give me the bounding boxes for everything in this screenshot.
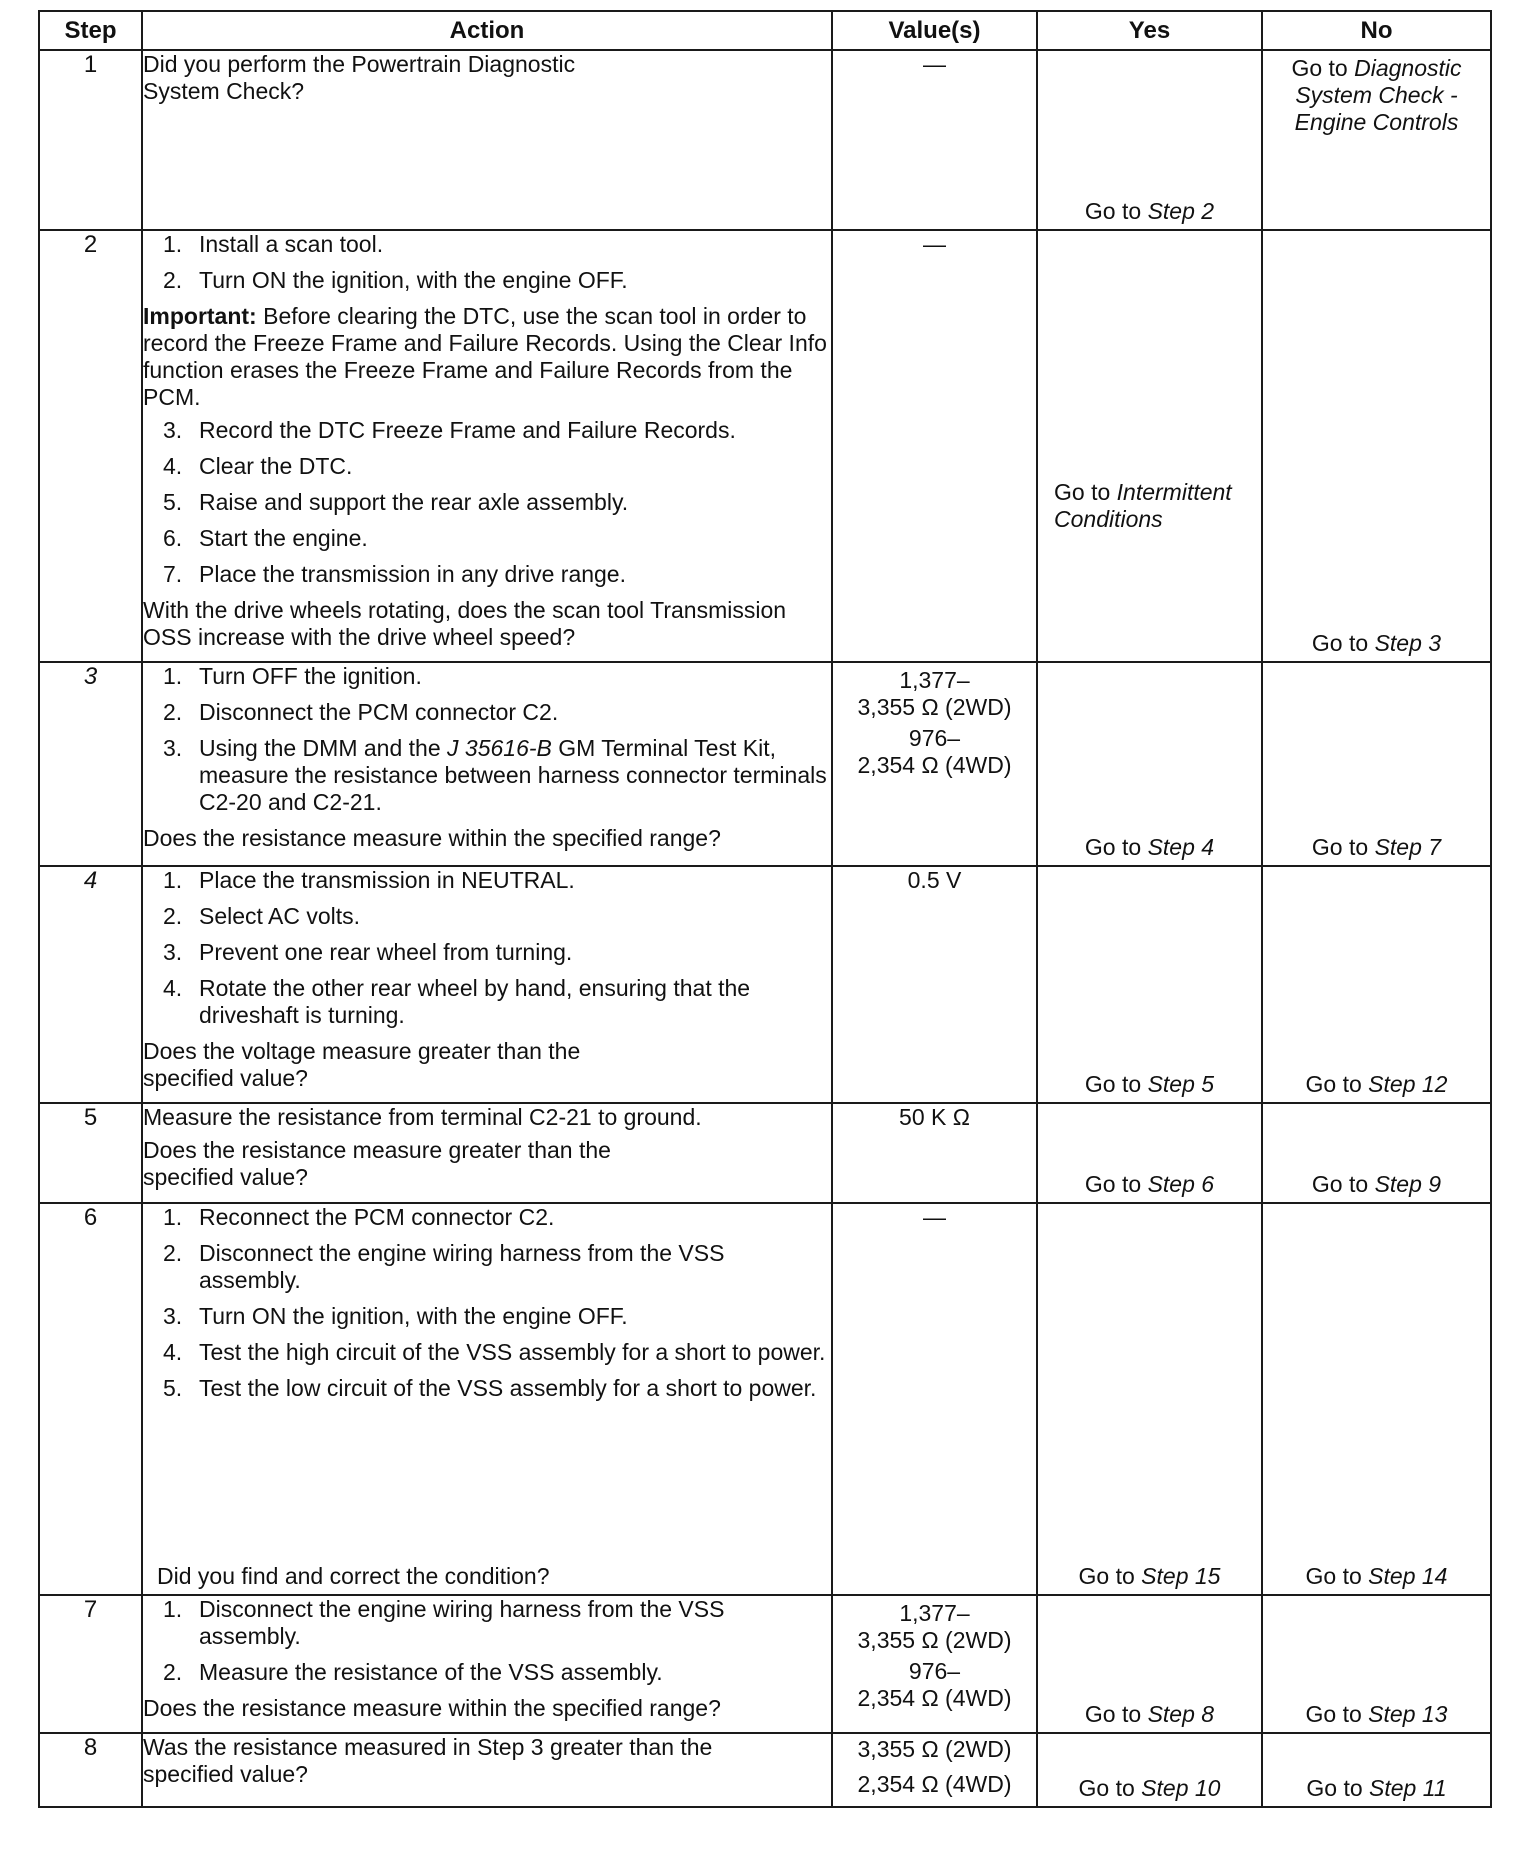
- no-cell: [1262, 1103, 1491, 1203]
- header-action: Action: [142, 11, 832, 50]
- value-cell: —: [832, 1203, 1037, 1595]
- value-cell: —: [832, 50, 1037, 230]
- action-step: 3. Record the DTC Freeze Frame and Failure Records.: [163, 417, 736, 443]
- action-step: 2. Disconnect the engine wiring harness from the VSS assembly.: [163, 1240, 725, 1293]
- value-cell: 0.5 V: [832, 866, 1037, 1103]
- question: Does the voltage measure greater than the specified value?: [143, 1038, 581, 1091]
- no-goto: Go to Step 13: [1305, 1701, 1448, 1727]
- no-cell: [1262, 1203, 1491, 1595]
- yes-goto: Go to Step 4: [1084, 834, 1215, 860]
- action-step: 1. Install a scan tool.: [163, 231, 384, 257]
- action-cell: [142, 1103, 832, 1203]
- action-step: 4. Clear the DTC.: [163, 453, 353, 479]
- action-step: 6. Start the engine.: [163, 525, 368, 551]
- value-cell: —: [832, 230, 1037, 662]
- action-cell: [142, 1203, 832, 1595]
- no-goto: Go to Step 14: [1305, 1563, 1448, 1589]
- no-cell: [1262, 50, 1491, 230]
- yes-goto: Go to Step 2: [1084, 198, 1215, 224]
- no-cell: [1262, 1733, 1491, 1807]
- step-number: 2: [39, 230, 142, 662]
- no-goto: Go to Step 12: [1305, 1071, 1448, 1097]
- action-cell: [142, 1733, 832, 1807]
- action-step: 2. Disconnect the PCM connector C2.: [163, 699, 559, 725]
- step-number: 5: [39, 1103, 142, 1203]
- no-cell: [1262, 1595, 1491, 1733]
- yes-cell: [1037, 1103, 1262, 1203]
- action-step: 1. Disconnect the engine wiring harness from the VSS assembly.: [163, 1596, 725, 1649]
- question: Does the resistance measure greater than the specified value?: [143, 1137, 611, 1190]
- question: Did you perform the Powertrain Diagnostic System Check?: [143, 51, 576, 104]
- header-no: No: [1262, 11, 1491, 50]
- action-cell: [142, 662, 832, 866]
- header-yes: Yes: [1037, 11, 1262, 50]
- action-step: 1. Place the transmission in NEUTRAL.: [163, 867, 575, 893]
- table-row: [39, 50, 1491, 230]
- yes-cell: [1037, 1203, 1262, 1595]
- step-number: 1: [39, 50, 142, 230]
- table-row: [39, 1203, 1491, 1595]
- yes-cell: [1037, 1733, 1262, 1807]
- action-step: 5. Test the low circuit of the VSS assembly for a short to power.: [163, 1375, 817, 1401]
- yes-cell: [1037, 1595, 1262, 1733]
- yes-goto: Go to Step 6: [1084, 1171, 1215, 1197]
- step-number: 6: [39, 1203, 142, 1595]
- no-goto: Go to Step 11: [1306, 1775, 1447, 1801]
- no-cell: [1262, 866, 1491, 1103]
- action-step: 3. Prevent one rear wheel from turning.: [163, 939, 573, 965]
- action-step: 4. Rotate the other rear wheel by hand, ensuring that the driveshaft is turning.: [163, 975, 751, 1028]
- table-row: [39, 1103, 1491, 1203]
- yes-cell: [1037, 230, 1262, 662]
- action-step: 4. Test the high circuit of the VSS assembly for a short to power.: [163, 1339, 826, 1365]
- step-number: 4: [39, 866, 142, 1103]
- yes-goto: Go to Step 15: [1078, 1563, 1221, 1589]
- no-goto: Go to Step 9: [1311, 1171, 1442, 1197]
- action-step: 1. Turn OFF the ignition.: [163, 663, 422, 689]
- action-step: 7. Place the transmission in any drive range.: [163, 561, 626, 587]
- no-goto: Go to Step 7: [1311, 834, 1442, 860]
- step-number: 7: [39, 1595, 142, 1733]
- table-row: [39, 866, 1491, 1103]
- action-step: 2. Measure the resistance of the VSS assembly.: [163, 1659, 663, 1685]
- question: Was the resistance measured in Step 3 greater than the specified value?: [143, 1734, 713, 1787]
- important-note: Important: Before clearing the DTC, use the scan tool in order to record the Freeze Frame and Failure Records. Using the Clear Info function erases the Freeze Frame and Failure Records from the PCM.: [143, 303, 827, 410]
- question: Does the resistance measure within the specified range?: [143, 825, 721, 851]
- no-goto: Go to Diagnostic System Check - Engine Controls: [1291, 55, 1462, 135]
- no-cell: [1262, 230, 1491, 662]
- header-step: Step: [39, 11, 142, 50]
- action-cell: [142, 50, 832, 230]
- value-cell: 1,377– 3,355 Ω (2WD) 976– 2,354 Ω (4WD): [832, 662, 1037, 866]
- action-cell: [142, 866, 832, 1103]
- value-cell: 3,355 Ω (2WD) 2,354 Ω (4WD): [832, 1733, 1037, 1807]
- diagnostic-table: [38, 10, 1492, 1808]
- value-cell: 50 K Ω: [832, 1103, 1037, 1203]
- table-row: [39, 1733, 1491, 1807]
- step-number: 8: [39, 1733, 142, 1807]
- yes-goto: Go to Step 5: [1084, 1071, 1215, 1097]
- yes-goto: Go to Step 8: [1084, 1701, 1215, 1727]
- no-goto: Go to Step 3: [1311, 630, 1442, 656]
- action-step: 2. Select AC volts.: [163, 903, 361, 929]
- action-cell: [142, 230, 832, 662]
- header-row: [39, 11, 1491, 50]
- step-number: 3: [39, 662, 142, 866]
- action-step: 1. Reconnect the PCM connector C2.: [163, 1204, 555, 1230]
- action-step: 2. Turn ON the ignition, with the engine OFF.: [163, 267, 628, 293]
- header-values: Value(s): [832, 11, 1037, 50]
- question: Did you find and correct the condition?: [157, 1563, 550, 1589]
- yes-goto: Go to Step 10: [1078, 1775, 1221, 1801]
- table-row: [39, 230, 1491, 662]
- action-text: Measure the resistance from terminal C2-21 to ground.: [143, 1104, 702, 1130]
- action-step: 3. Using the DMM and the J 35616-B GM Terminal Test Kit, measure the resistance between harness connector terminals C2-20 and C2-21.: [163, 735, 827, 815]
- yes-cell: [1037, 662, 1262, 866]
- yes-cell: [1037, 866, 1262, 1103]
- table-row: [39, 662, 1491, 866]
- question: With the drive wheels rotating, does the scan tool Transmission OSS increase with the drive wheel speed?: [143, 597, 787, 650]
- action-step: 3. Turn ON the ignition, with the engine OFF.: [163, 1303, 628, 1329]
- yes-cell: [1037, 50, 1262, 230]
- question: Does the resistance measure within the specified range?: [143, 1695, 721, 1721]
- action-cell: [142, 1595, 832, 1733]
- action-step: 5. Raise and support the rear axle assembly.: [163, 489, 629, 515]
- table-row: [39, 1595, 1491, 1733]
- value-cell: 1,377– 3,355 Ω (2WD) 976– 2,354 Ω (4WD): [832, 1595, 1037, 1733]
- no-cell: [1262, 662, 1491, 866]
- yes-goto: Go to Intermittent Conditions: [1054, 479, 1232, 532]
